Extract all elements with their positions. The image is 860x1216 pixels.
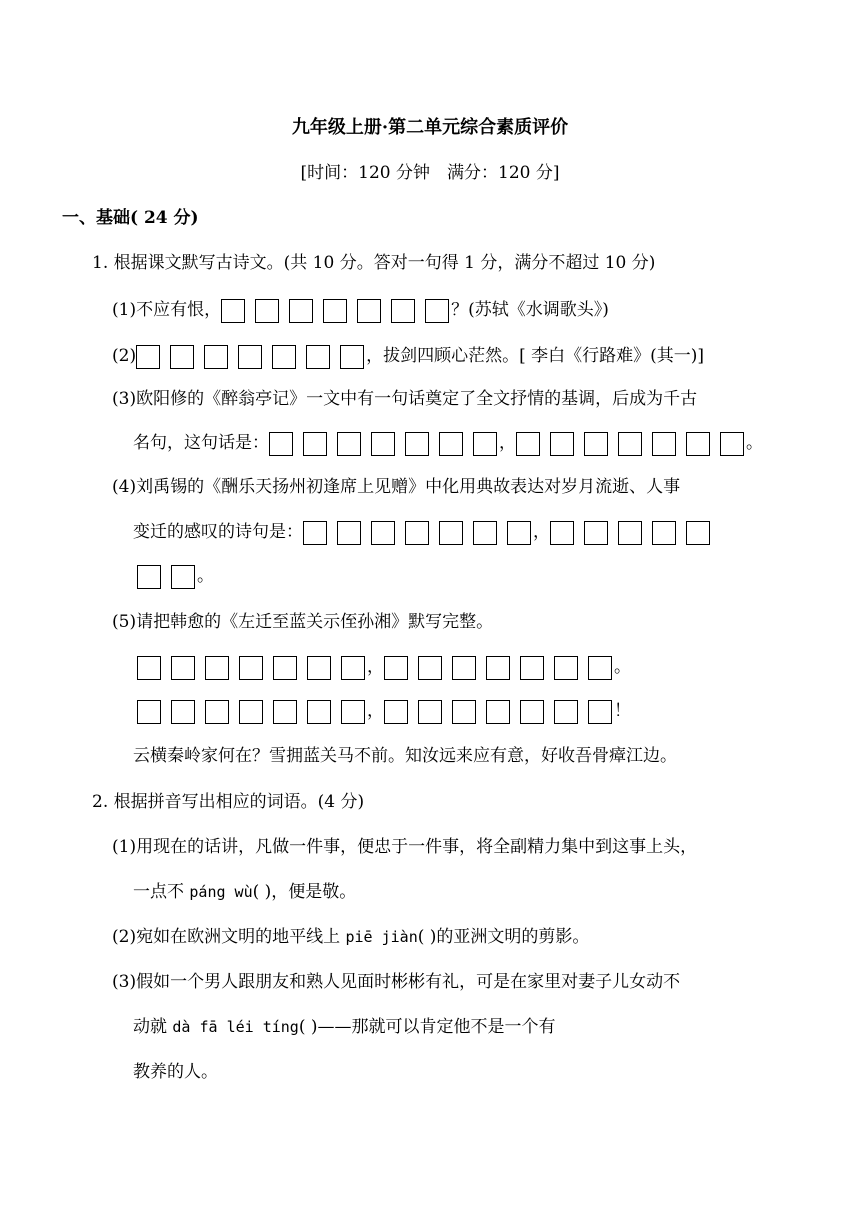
- exam-info: [时间：120 分钟 满分：120 分]: [300, 163, 560, 183]
- q1-item-4-line3: [137, 563, 214, 590]
- q1-item-4-line2: [133, 519, 712, 546]
- q2-item-3-line1: (3)假如一个男人跟朋友和熟人见面时彬彬有礼，可是在家里对妻子儿女动不: [112, 972, 681, 992]
- answer-boxes-5[interactable]: [550, 520, 712, 546]
- answer-boxes-7[interactable]: [384, 699, 614, 725]
- pinyin: piē jiàn: [345, 928, 418, 946]
- q2-item-3-line2: [133, 1014, 556, 1040]
- answer-boxes-2[interactable]: [137, 564, 197, 590]
- q1-item-5-line2: [137, 654, 631, 681]
- q1-item-3-line1: (3)欧阳修的《醉翁亭记》一文中有一句话奠定了全文抒情的基调，后成为千古: [112, 389, 698, 409]
- q2-item-1-prefix: 一点不: [133, 882, 190, 902]
- q1-item-5-line3: [137, 698, 631, 725]
- q2-item-2-prefix: (2)宛如在欧洲文明的地平线上: [112, 927, 346, 947]
- answer-boxes-7[interactable]: [269, 431, 499, 457]
- q2-item-3-line3: 教养的人。: [133, 1062, 218, 1082]
- answer-boxes-7[interactable]: [221, 298, 451, 324]
- q1-item-5-line4: 云横秦岭家何在？雪拥蓝关马不前。知汝远来应有意，好收吾骨瘴江边。: [133, 746, 677, 766]
- q1-item-2-suffix: ，拔剑四顾心茫然。[ 李白《行路难》(其一)]: [366, 346, 705, 366]
- q1-item-2: [112, 343, 704, 370]
- exclamation: ！: [614, 701, 631, 721]
- q1-item-5-line1: (5)请把韩愈的《左迁至蓝关示侄孙湘》默写完整。: [112, 612, 494, 632]
- q1-item-1-suffix: ？(苏轼《水调歌头》): [451, 300, 609, 320]
- answer-boxes-7[interactable]: [137, 655, 367, 681]
- answer-blank[interactable]: ( )的亚洲文明的剪影。: [417, 927, 590, 947]
- comma: ，: [367, 701, 384, 721]
- q1-item-2-prefix: (2): [112, 346, 137, 366]
- pinyin: páng wù: [189, 883, 253, 901]
- answer-boxes-7[interactable]: [384, 655, 614, 681]
- question-2-stem: 2. 根据拼音写出相应的词语。(4 分): [92, 792, 365, 812]
- q1-item-3-prefix: 名句，这句话是：: [133, 433, 269, 453]
- q2-item-1-line2: [133, 879, 356, 905]
- q2-item-3-prefix: 动就: [133, 1017, 173, 1037]
- q1-item-1: [112, 297, 609, 324]
- answer-boxes-7[interactable]: [136, 344, 366, 370]
- q1-item-3-line2: [133, 430, 763, 457]
- answer-boxes-7[interactable]: [516, 431, 746, 457]
- comma: ，: [367, 657, 384, 677]
- comma: ，: [499, 433, 516, 453]
- q2-item-2: [112, 924, 589, 950]
- section-heading: 一、基础( 24 分): [62, 208, 199, 228]
- period: 。: [197, 566, 214, 586]
- comma: ，: [533, 522, 550, 542]
- answer-blank[interactable]: ( )，便是敬。: [252, 882, 357, 902]
- pinyin: dà fā léi tíng: [172, 1018, 299, 1036]
- period: 。: [746, 433, 763, 453]
- answer-boxes-7[interactable]: [137, 699, 367, 725]
- q1-item-4-line1: (4)刘禹锡的《酬乐天扬州初逢席上见赠》中化用典故表达对岁月流逝、人事: [112, 477, 681, 497]
- page-title: 九年级上册·第二单元综合素质评价: [291, 117, 569, 138]
- question-1-stem: 1. 根据课文默写古诗文。(共 10 分。答对一句得 1 分，满分不超过 10 分): [92, 253, 656, 273]
- q1-item-1-prefix: (1)不应有恨，: [112, 300, 222, 320]
- answer-blank[interactable]: ( )——那就可以肯定他不是一个有: [298, 1017, 556, 1037]
- q1-item-4-prefix: 变迁的感叹的诗句是：: [133, 522, 303, 542]
- q2-item-1-line1: (1)用现在的话讲，凡做一件事，便忠于一件事，将全副精力集中到这事上头，: [112, 837, 698, 857]
- answer-boxes-7[interactable]: [303, 520, 533, 546]
- period: 。: [614, 657, 631, 677]
